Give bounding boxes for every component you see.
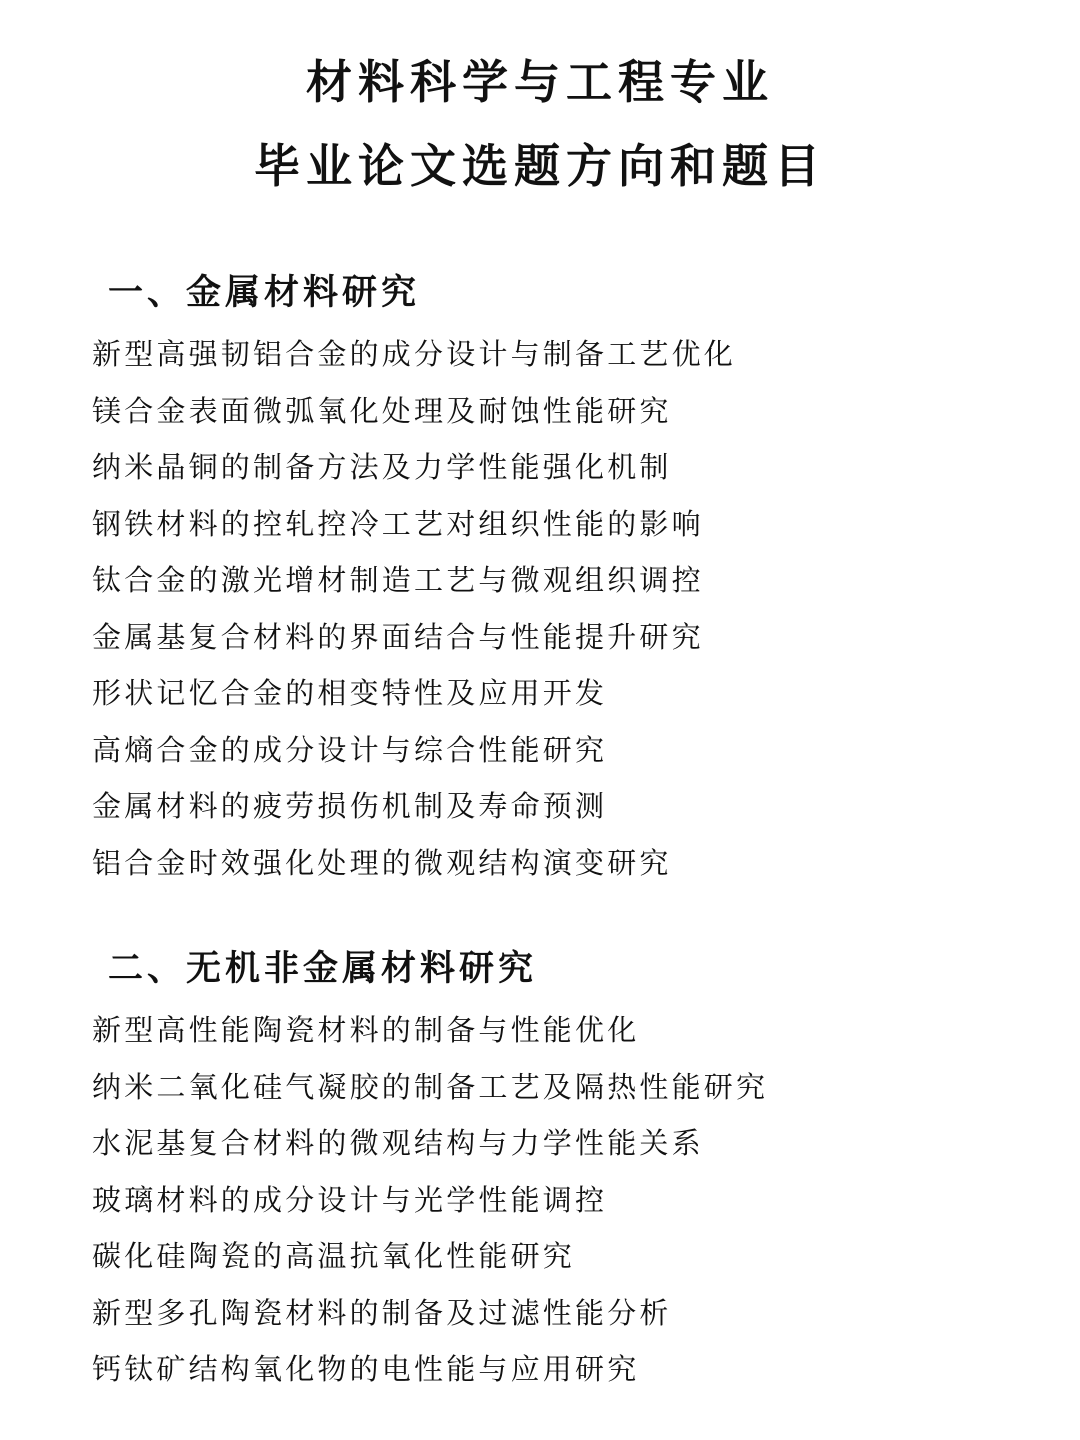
topic-list	[92, 1002, 1080, 1398]
topic-list	[92, 326, 1080, 891]
topic-item: 金属基复合材料的界面结合与性能提升研究	[92, 619, 704, 654]
topic-item: 水泥基复合材料的微观结构与力学性能关系	[92, 1126, 704, 1160]
topic-item: 钙钛矿结构氧化物的电性能与应用研究	[92, 1352, 640, 1386]
topic-item: 碳化硅陶瓷的高温抗氧化性能研究	[92, 1239, 576, 1273]
topic-item: 形状记忆合金的相变特性及应用开发	[92, 676, 608, 710]
page-title-line-1: 材料科学与工程专业	[306, 55, 774, 109]
topic-item: 镁合金表面微弧氧化处理及耐蚀性能研究	[92, 393, 672, 428]
topic-item: 高熵合金的成分设计与综合性能研究	[92, 732, 608, 767]
section-heading: 一、金属材料研究	[108, 272, 421, 313]
section-inorganic-nonmetal-materials	[0, 944, 1080, 1398]
topic-item: 纳米晶铜的制备方法及力学性能强化机制	[92, 450, 672, 484]
topic-item: 钛合金的激光增材制造工艺与微观组织调控	[92, 563, 704, 597]
section-metal-materials	[0, 268, 1080, 891]
topic-item: 纳米二氧化硅气凝胶的制备工艺及隔热性能研究	[92, 1069, 769, 1104]
topic-item: 新型高强韧铝合金的成分设计与制备工艺优化	[92, 337, 737, 371]
topic-item: 新型多孔陶瓷材料的制备及过滤性能分析	[92, 1295, 672, 1330]
topic-item: 新型高性能陶瓷材料的制备与性能优化	[92, 1013, 640, 1047]
page-title-line-2: 毕业论文选题方向和题目	[254, 139, 826, 193]
topic-item: 金属材料的疲劳损伤机制及寿命预测	[92, 789, 608, 823]
topic-item: 铝合金时效强化处理的微观结构演变研究	[92, 845, 672, 880]
topic-item: 钢铁材料的控轧控冷工艺对组织性能的影响	[92, 506, 704, 541]
topic-item: 玻璃材料的成分设计与光学性能调控	[92, 1182, 608, 1217]
section-heading: 二、无机非金属材料研究	[108, 948, 538, 989]
